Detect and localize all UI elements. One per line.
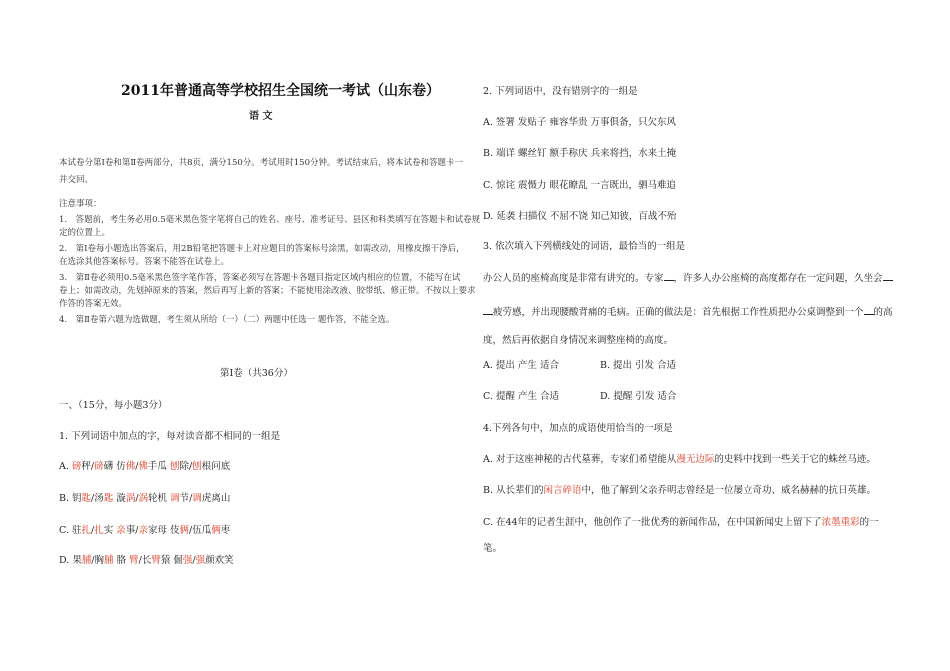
marked-character: 亲	[138, 525, 148, 536]
marked-character: 磅	[94, 461, 104, 472]
option-text: 虎离山	[201, 493, 231, 504]
option-text: /	[91, 525, 95, 536]
option-text: 猿	[160, 555, 174, 566]
q3-option-d: D. 提醒 引发 适合	[600, 391, 677, 402]
option-text: 礴	[103, 461, 117, 472]
subject-label: 语 文	[249, 111, 273, 122]
q1-stem: 1. 下列词语中加点的字，每对读音都不相同的一组是	[59, 431, 281, 442]
option-text: 秤/	[81, 461, 95, 472]
q1-option-b	[59, 490, 230, 504]
q2-stem: 2. 下列词语中，没有错别字的一组是	[483, 86, 638, 97]
option-text: 枣	[220, 525, 231, 536]
marked-character: 强	[195, 555, 206, 566]
marked-character: 佛	[125, 461, 136, 472]
q1-option-c	[59, 522, 230, 536]
section-heading: 一、（15分，每小题3分）	[59, 400, 168, 411]
option-text: 节/	[179, 493, 193, 504]
marked-character: 调	[170, 493, 180, 504]
marked-character: 强	[182, 555, 193, 566]
q2-option-c: C. 惊诧 震慑力 眼花瞭乱 一言既出，驷马难追	[483, 180, 677, 191]
q4-option-b: B. 从长辈们的闲言碎语中，他了解到父亲乔明志曾经是一位屡立奇功、威名赫赫的抗日英雄。	[483, 485, 877, 496]
marked-character: 扎	[81, 525, 91, 536]
page-title: 2011年普通高等学校招生全国统一考试（山东卷）	[121, 83, 440, 99]
option-text: 颜欢笑	[205, 555, 234, 566]
q4-option-a: A. 对于这座神秘的古代墓葬，专家们希望能从漫无边际的史料中找到一些关于它的蛛丝马迹。	[483, 454, 876, 465]
notes-heading: 注意事项：	[59, 199, 102, 209]
marked-character: 刨	[169, 461, 180, 472]
q2-option-a: A. 签署 发贴子 雍容华贵 万事俱备，只欠东风	[483, 117, 676, 128]
q3-paragraph-line-3: 度，然后再依据自身情况来调整座椅的高度。	[483, 335, 674, 346]
q4-option-c: C. 在44年的记者生涯中，他创作了一批优秀的新闻作品，在中国新闻史上留下了浓墨重彩的一	[483, 517, 879, 528]
notes-line: 1. 答题前，考生务必用0.5毫米黑色签字笔将自己的姓名、座号、准考证号、县区和科类填写在答题卡和试卷规	[59, 215, 481, 225]
q3-option-c: C. 提醒 产生 合适	[483, 391, 560, 402]
option-text: 根问底	[201, 461, 231, 472]
option-text: C. 驻	[59, 525, 82, 536]
notes-line: 在选涂其他答案标号。答案不能答在试卷上。	[59, 257, 230, 267]
option-text: D. 果	[59, 555, 82, 566]
idiom-highlight: 漫无边际	[676, 454, 715, 465]
option-text: /	[135, 493, 139, 504]
q3-option-a: A. 提出 产生 适合	[483, 360, 559, 371]
q3-option-b: B. 提出 引发 合适	[600, 360, 677, 371]
q3-paragraph-line-1: 办公人员的座椅高度是非常有讲究的。专家 ，许多人办公座椅的高度都存在一定问题，久坐会	[483, 270, 893, 284]
part1-heading: 第Ⅰ卷（共36分）	[220, 368, 293, 379]
intro-line-1: 本试卷分第Ⅰ卷和第Ⅱ卷两部分，共8页，满分150分。考试用时150分钟。考试结束后，将本试卷和答题卡一	[59, 158, 463, 168]
marked-character: 匙	[103, 493, 114, 504]
idiom-highlight: 浓墨重彩	[821, 517, 860, 528]
q3-paragraph-line-2: 疲劳感，并出现腰酸背痛的毛病。正确的做法是：首先根据工作性质把办公桌调整到一个 的高	[483, 304, 893, 318]
option-text: 家母	[147, 525, 171, 536]
marked-character: 调	[192, 493, 202, 504]
marked-character: 臂	[129, 555, 139, 566]
option-text: 仿	[116, 461, 126, 472]
option-text: 胳	[116, 555, 130, 566]
option-text: /	[192, 555, 196, 566]
q4-option-c-cont: 笔。	[483, 543, 503, 554]
q2-option-b: B. 端详 螺丝钉 额手称庆 兵来将挡，水来土掩	[483, 148, 677, 159]
marked-character: 涡	[138, 493, 149, 504]
q3-stem: 3. 依次填入下列横线处的词语，最恰当的一组是	[483, 241, 686, 252]
option-text: 手瓜	[147, 461, 170, 472]
option-text: 实	[103, 525, 117, 536]
option-text: /	[135, 461, 139, 472]
option-text: /长	[138, 555, 152, 566]
option-text: /伍瓜	[189, 525, 212, 536]
q1-option-a	[59, 458, 230, 472]
idiom-highlight: 闲言碎语	[543, 485, 582, 496]
marked-character: 臂	[151, 555, 161, 566]
q1-option-d	[59, 552, 234, 566]
option-text: 轮机	[148, 493, 171, 504]
notes-line: 2. 第Ⅰ卷每小题选出答案后，用2B铅笔把答题卡上对应题目的答案标号涂黑，如需改动，用橡皮擦干净后，	[59, 244, 465, 254]
marked-character: 亲	[116, 525, 126, 536]
option-text: A.	[59, 461, 72, 472]
marked-character: 俩	[211, 525, 221, 536]
option-text: B. 钥	[59, 493, 82, 504]
marked-character: 佛	[138, 461, 148, 472]
q4-stem: 4.下列各句中，加点的成语使用恰当的一项是	[483, 423, 673, 434]
marked-character: 脯	[81, 555, 92, 566]
option-text: 除/	[179, 461, 193, 472]
option-text: /汤	[91, 493, 104, 504]
marked-character: 匙	[81, 493, 92, 504]
notes-line: 4. 第Ⅱ卷第六题为选做题，考生须从所给（一）（二）两题中任选一 题作答，不能全选。	[59, 315, 395, 325]
marked-character: 脯	[104, 555, 114, 566]
notes-line: 3. 第Ⅱ卷必须用0.5毫米黑色签字笔作答，答案必须写在答题卡各题目指定区域内相应的位置，不能写在试	[59, 273, 461, 283]
marked-character: 扎	[94, 525, 104, 536]
marked-character: 涡	[125, 493, 136, 504]
option-text: 伎	[170, 525, 180, 536]
option-text: 事/	[125, 525, 139, 536]
marked-character: 刨	[192, 461, 202, 472]
q2-option-d: D. 延袭 扫描仪 不屈不饶 知己知彼，百战不殆	[483, 211, 677, 222]
option-text: 倔	[173, 555, 183, 566]
intro-line-2: 并交回。	[59, 175, 94, 185]
option-text: 漩	[116, 493, 126, 504]
notes-line: 作答的答案无效。	[59, 299, 128, 309]
notes-line: 卷上；如需改动，先划掉原来的答案，然后再写上新的答案；不能使用涂改液、胶带纸、修正带。不按以上要求	[59, 286, 476, 296]
marked-character: 俩	[179, 525, 190, 536]
marked-character: 磅	[71, 461, 82, 472]
option-text: /胸	[91, 555, 105, 566]
notes-line: 定的位置上。	[59, 228, 111, 238]
